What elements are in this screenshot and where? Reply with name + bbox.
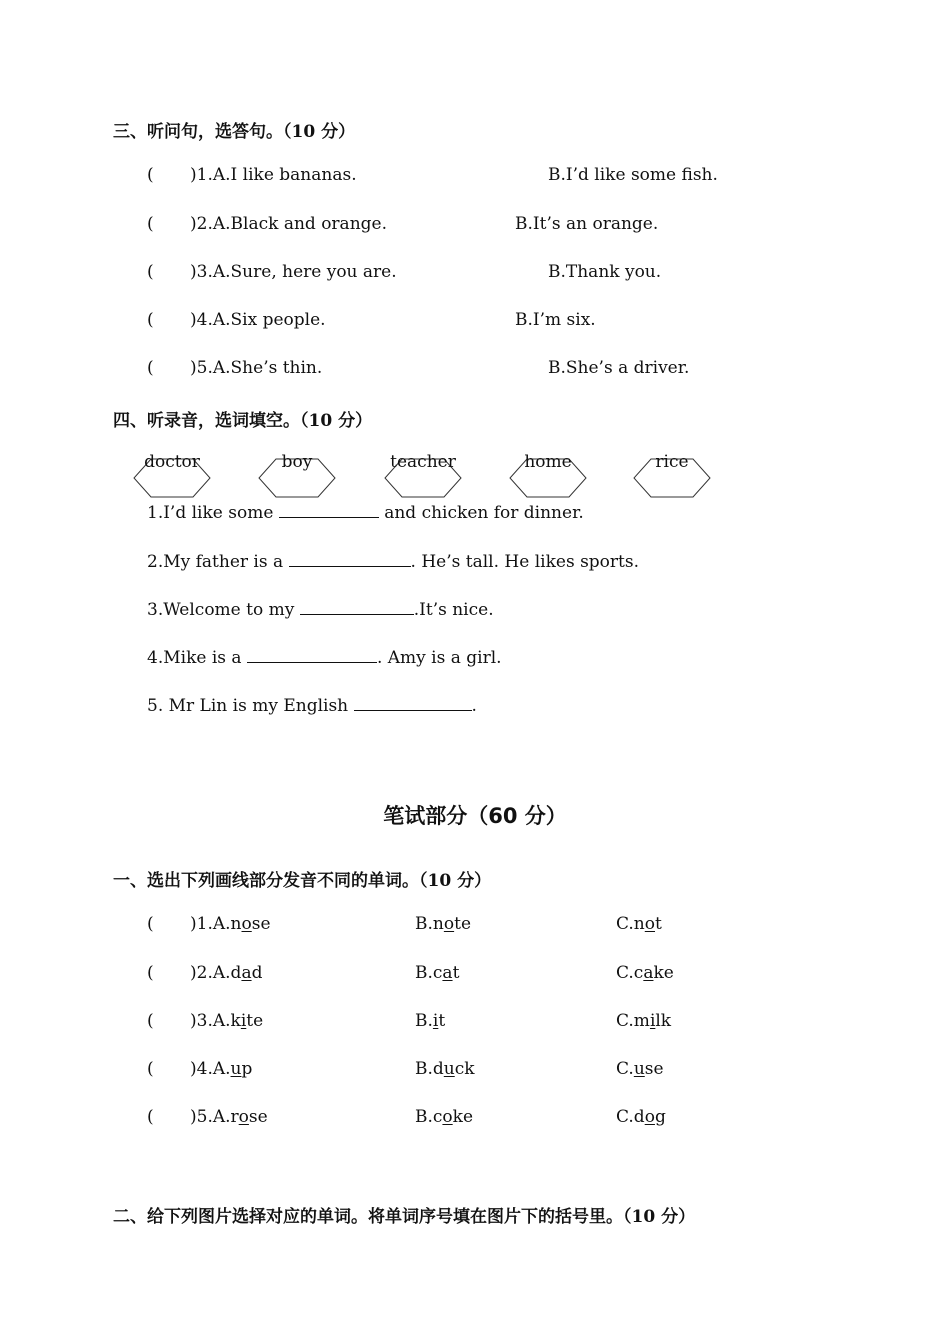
section3-option-b: B.It’s an orange. [515,214,659,234]
sentence-text: 3.Welcome to my [147,600,300,620]
answer-blank[interactable] [354,694,472,711]
sentence-text: 5. Mr Lin is my English [147,696,354,716]
section4-heading: 四、听录音，选词填空。（10 分） [113,411,373,431]
sentence-text: . [471,696,477,716]
word-card-label: boy [281,452,313,472]
sentence-text: . He’s tall. He likes sports. [410,552,640,572]
word-card-label: rice [655,452,689,472]
sentence-text: .It’s nice. [413,600,494,620]
section3-paren: ( [147,310,154,330]
answer-blank[interactable] [279,501,379,518]
section3-option-b: B.Thank you. [548,262,662,282]
section3-option-a: )4.A.Six people. [190,310,326,330]
word-card [258,452,336,498]
section3-option-a: )5.A.She’s thin. [190,358,323,378]
phonics-option-c: C.dog [616,1107,666,1127]
phonics-paren: ( [147,1011,154,1031]
section3-option-b: B.She’s a driver. [548,358,690,378]
section3-option-a: )2.A.Black and orange. [190,214,387,234]
section3-option-b: B.I’d like some fish. [548,165,718,185]
phonics-option-b: B.coke [415,1107,474,1127]
phonics-paren: ( [147,963,154,983]
phonics-option-a: )4.A.up [190,1059,253,1079]
phonics-option-b: B.it [415,1011,446,1031]
phonics-option-a: )5.A.rose [190,1107,268,1127]
phonics-option-a: )2.A.dad [190,963,263,983]
word-card [384,452,462,498]
section3-option-b: B.I’m six. [515,310,596,330]
phonics-paren: ( [147,1107,154,1127]
written-part-title: 笔试部分（60 分） [383,804,567,828]
section3-heading: 三、听问句，选答句。（10 分） [113,122,356,142]
phonics-option-a: )1.A.nose [190,914,271,934]
phonics-option-b: B.note [415,914,472,934]
fill-in-sentence [147,501,584,523]
phonics-paren: ( [147,1059,154,1079]
sentence-text: 2.My father is a [147,552,289,572]
phonics-paren: ( [147,914,154,934]
phonics-option-c: C.use [616,1059,664,1079]
word-card-label: home [524,452,572,472]
answer-blank[interactable] [247,646,377,663]
phonics-option-b: B.duck [415,1059,475,1079]
fill-in-sentence [147,646,502,668]
answer-blank[interactable] [289,550,411,567]
word-card [133,452,211,498]
word-card-label: doctor [144,452,200,472]
fill-in-sentence [147,694,477,716]
section3-paren: ( [147,358,154,378]
fill-in-sentence [147,550,639,572]
sentence-text: 4.Mike is a [147,648,247,668]
section3-option-a: )3.A.Sure, here you are. [190,262,397,282]
word-card [509,452,587,498]
phonics-option-c: C.milk [616,1011,672,1031]
written1-heading: 一、选出下列画线部分发音不同的单词。（10 分） [113,871,492,891]
phonics-option-a: )3.A.kite [190,1011,264,1031]
word-card-label: teacher [390,452,456,472]
answer-blank[interactable] [300,598,414,615]
phonics-option-c: C.cake [616,963,674,983]
word-card [633,452,711,498]
section3-paren: ( [147,165,154,185]
written2-heading: 二、给下列图片选择对应的单词。将单词序号填在图片下的括号里。（10 分） [113,1207,696,1227]
fill-in-sentence [147,598,494,620]
sentence-text: . Amy is a girl. [376,648,502,668]
section3-paren: ( [147,214,154,234]
phonics-option-c: C.not [616,914,662,934]
sentence-text: and chicken for dinner. [378,503,584,523]
phonics-option-b: B.cat [415,963,460,983]
section3-paren: ( [147,262,154,282]
section3-option-a: )1.A.I like bananas. [190,165,357,185]
sentence-text: 1.I’d like some [147,503,279,523]
